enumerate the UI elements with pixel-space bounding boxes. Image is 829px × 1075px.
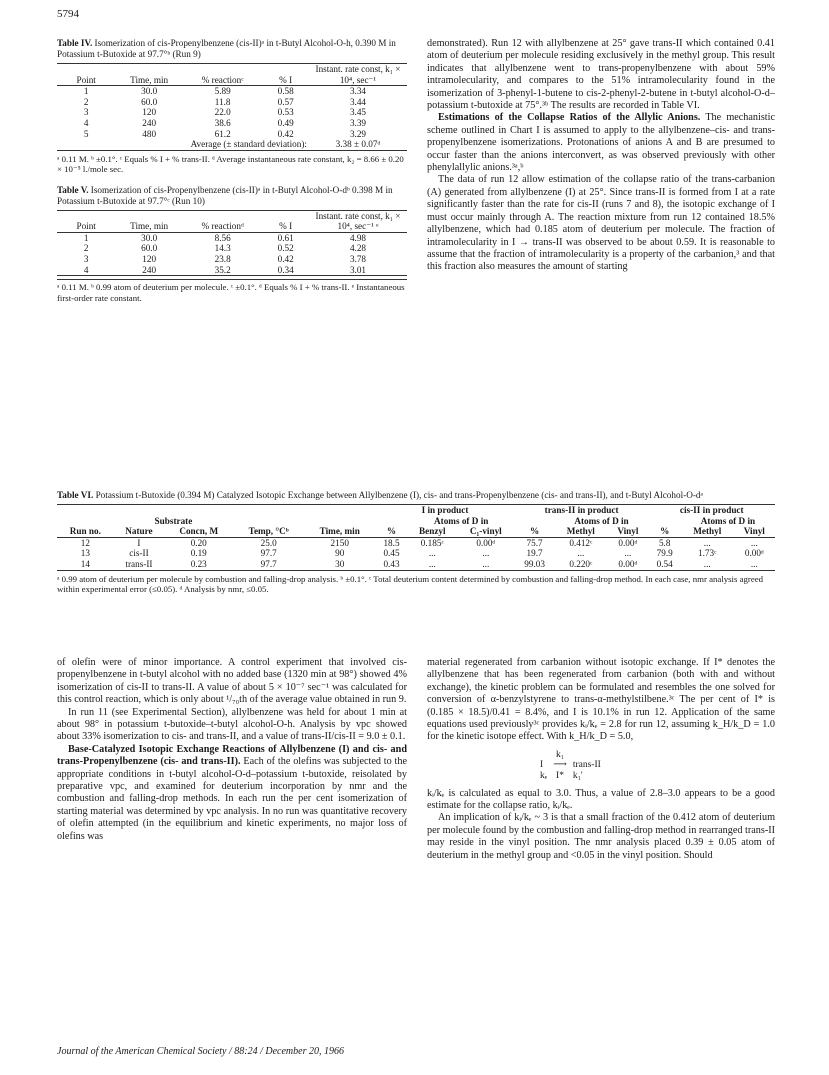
scheme-istar: I* bbox=[556, 771, 564, 782]
t4-cell: 3.29 bbox=[349, 128, 367, 139]
t4-cell: 240 bbox=[142, 117, 157, 128]
t6-group-trans: trans-II in product bbox=[544, 505, 619, 515]
t5-h-i: % I bbox=[279, 221, 293, 232]
table5-footnote: ᵃ 0.11 M. ᵇ 0.99 atom of deuterium per molecule. ᶜ ±0.1°. ᵈ Equals % I + % trans-II. ᵉ Instantaneous first-order rate constant. bbox=[57, 279, 407, 303]
t4-cell: 0.42 bbox=[277, 128, 294, 139]
section-heading-collapse: Estimations of the Collapse Ratios of the Allylic Anions. bbox=[438, 112, 701, 124]
t6-cell: ... bbox=[624, 548, 632, 559]
t6-group-atoms-d-1: Atoms of D in bbox=[434, 515, 489, 526]
t6-group-i: I in product bbox=[421, 505, 469, 515]
t5-cell: 60.0 bbox=[141, 243, 158, 254]
journal-footer: Journal of the American Chemical Society / 88:24 / December 20, 1966 bbox=[57, 1046, 344, 1057]
t6-cell: 0.54 bbox=[656, 558, 673, 569]
t4-cell: 30.0 bbox=[141, 86, 158, 97]
t4-cell: 3.45 bbox=[349, 107, 367, 118]
scheme-trans: trans-II bbox=[572, 760, 601, 771]
t6-cell: 97.7 bbox=[260, 558, 277, 569]
paragraph-bl-3 bbox=[57, 744, 407, 843]
page-number: 5794 bbox=[57, 8, 79, 20]
paragraph-br-3: An implication of kᵢ/kₑ ~ 3 is that a small fraction of the 0.412 atom of deuterium per molecule found by the combustion and falling-drop method in rearranged trans-II may reside in the vinyl position. The nmr analysis placed 0.39 ± 0.05 atom of deuterium in the methyl group and <0.05 in the vinyl position. Should bbox=[427, 812, 775, 861]
t6-cell: 0.19 bbox=[190, 548, 207, 559]
t6-group-atoms-d-2: Atoms of D in bbox=[574, 515, 629, 526]
t6-cell: 2150 bbox=[330, 537, 349, 548]
t5-cell: 4.28 bbox=[349, 243, 367, 254]
t6-cell: 0.185ᶜ bbox=[420, 537, 444, 548]
t6-cell: 0.23 bbox=[190, 558, 207, 569]
t4-h-rate: Instant. rate const, k₁ × 10⁴, sec⁻¹ bbox=[315, 64, 401, 85]
t6-cell: 30 bbox=[335, 558, 345, 569]
bottom-left-column bbox=[57, 657, 407, 843]
paragraph-bl-3-text: Each of the olefins was subjected to the appropriate conditions in t-butyl alcohol-O-d–potassium t-butoxide, reisolated by preparative vpc, and examined for deuterium incorporation by nmr and the combustion and falling-drop methods. In each run the per cent isomerization of starting material was determined by vpc analysis. In no run was quantitative recovery of olefin attempted (in the equilibrium and kinetic experiments, no major loss of olefins was bbox=[57, 756, 407, 842]
t6-cell: 0.20 bbox=[190, 537, 207, 548]
t6-cell: I bbox=[137, 537, 141, 548]
t6-cell: 0.412ᶜ bbox=[569, 537, 593, 548]
t5-cell: 35.2 bbox=[214, 264, 231, 275]
t6-cell: ... bbox=[703, 537, 711, 548]
t5-cell: 0.61 bbox=[277, 232, 294, 243]
t4-row bbox=[57, 118, 407, 129]
t6-cell: ... bbox=[750, 558, 758, 569]
t5-cell: 240 bbox=[142, 264, 157, 275]
paragraph-br-1: material regenerated from carbanion without isotopic exchange. If I* denotes the allylbenzene that has been regenerated from carbanion (both with and without exchange), the kinetic problem can be formulated and resembles the one solved for conversion of α-benzylstyrene to trans-α-methylstilbene.³ᶜ The per cent of I* is (0.185 × 18.5)/0.41 = 8.4%, and I is 10.1% in run 12. Application of the same equations used previously³ᶜ provides kᵢ/kₑ = 2.8 for run 12, assuming k_H/k_D = 1.0 for the kinetic isotope effect. With k_H/k_D = 5.0, bbox=[427, 657, 775, 743]
t4-cell: 3.44 bbox=[349, 96, 367, 107]
t6-cell: 1.73ᶜ bbox=[698, 548, 717, 559]
t5-cell: 3.01 bbox=[349, 264, 367, 275]
t5-cell: 3.78 bbox=[349, 253, 367, 264]
t4-cell: 60.0 bbox=[141, 96, 158, 107]
t4-row bbox=[57, 129, 407, 140]
t6-cell: 12 bbox=[80, 537, 90, 548]
t5-cell: 0.52 bbox=[277, 243, 294, 254]
t5-cell: 23.8 bbox=[214, 253, 231, 264]
t5-h-time: Time, min bbox=[130, 221, 169, 232]
t5-cell: 2 bbox=[83, 243, 89, 254]
t6-group-atoms-d-3: Atoms of D in bbox=[700, 515, 756, 526]
t5-cell: 30.0 bbox=[141, 232, 158, 243]
t6-cell: 0.45 bbox=[383, 548, 400, 559]
bottom-right-column bbox=[427, 657, 775, 862]
table6-block bbox=[57, 490, 775, 594]
t6-cell: 0.00ᵈ bbox=[744, 548, 764, 559]
table4 bbox=[57, 63, 407, 151]
t6-group-substrate: Substrate bbox=[154, 515, 193, 526]
t4-cell: 3.39 bbox=[349, 117, 367, 128]
t5-cell: 1 bbox=[83, 232, 89, 243]
table6-caption-label: Table VI. bbox=[57, 490, 94, 500]
t6-group-cis: cis-II in product bbox=[679, 505, 744, 515]
paragraph-right-2-text: The mechanistic scheme outlined in Chart I is assumed to apply to the allylbenzene–cis- and trans-propenylbenzene isomerizations. Protonations of anions A and B are presumed to occur faster than the anions interconvert, as was observed previously with other phenylallylic anions.³ᵃ,ᵇ bbox=[427, 112, 775, 174]
t6-header: Concn, M bbox=[179, 526, 219, 537]
t4-h-time: Time, min bbox=[130, 74, 169, 85]
t4-cell: 0.49 bbox=[277, 117, 294, 128]
table5-caption-text: Isomerization of cis-Propenylbenzene (cis-II)ᵃ in t-Butyl Alcohol-O-dᵇ 0.398 M in Potassium t-Butoxide at 97.7°ᶜ (Run 10) bbox=[57, 184, 393, 206]
t4-h-point: Point bbox=[76, 74, 96, 85]
paragraph-right-1: demonstrated). Run 12 with allylbenzene at 25° gave trans-II which contained 0.41 atom of deuterium per molecule residing exclusively in the methyl group. This result indicates that allylbenzene went to trans-propenylbenzene with about 59% intramolecularity, and compares to the 51% intramolecularity found in the isomerization of 3-phenyl-1-butene to cis-2-phenyl-2-butene in t-butyl alcohol-O-d–potassium t-butoxide at 75°.³ᵇ The results are recorded in Table VI. bbox=[427, 38, 775, 112]
t6-header: Time, min bbox=[319, 526, 360, 537]
table4-caption-label: Table IV. bbox=[57, 38, 93, 48]
t6-header: Methyl bbox=[693, 526, 722, 537]
t4-cell: 61.2 bbox=[214, 128, 231, 139]
t6-cell: 0.43 bbox=[383, 558, 400, 569]
kinetic-scheme bbox=[537, 750, 604, 782]
t6-cell: 25.0 bbox=[260, 537, 277, 548]
t6-row bbox=[57, 559, 775, 570]
t5-cell: 0.34 bbox=[277, 264, 294, 275]
paragraph-br-2: kᵢ/kₑ is calculated as equal to 3.0. Thus, a value of 2.8–3.0 appears to be a good estimate for the collapse ratio, kᵢ/kₑ. bbox=[427, 787, 775, 812]
t4-cell: 5 bbox=[83, 128, 89, 139]
paragraph-right-2 bbox=[427, 112, 775, 174]
t5-cell: 4 bbox=[83, 264, 89, 275]
t4-cell: 38.6 bbox=[214, 117, 231, 128]
scheme-k1: k₁ bbox=[555, 749, 565, 760]
section-heading-exchange: Base-Catalyzed Isotopic Exchange Reactions of Allylbenzene (I) and cis- and trans-Propenylbenzene (cis- and trans-II). bbox=[57, 743, 407, 768]
t6-row bbox=[57, 548, 775, 559]
t4-average-value: 3.38 ± 0.07ᵈ bbox=[335, 139, 381, 150]
t5-cell: 120 bbox=[142, 253, 157, 264]
scheme-k1p: k₁' bbox=[572, 771, 583, 782]
table5-caption-label: Table V. bbox=[57, 184, 89, 195]
t5-h-point: Point bbox=[76, 221, 96, 232]
t6-header: C₁-vinyl bbox=[469, 526, 502, 537]
table6-caption bbox=[57, 490, 775, 501]
t5-row bbox=[57, 232, 407, 243]
t4-row bbox=[57, 86, 407, 97]
t6-cell: ... bbox=[703, 558, 711, 569]
t4-h-i: % I bbox=[279, 74, 293, 85]
t6-header: Methyl bbox=[566, 526, 595, 537]
t6-cell: 5.8 bbox=[658, 537, 671, 548]
t6-cell: 0.00ᵈ bbox=[476, 537, 496, 548]
t5-row bbox=[57, 254, 407, 265]
t5-row bbox=[57, 265, 407, 276]
t4-cell: 11.8 bbox=[214, 96, 231, 107]
t6-cell: ... bbox=[428, 558, 436, 569]
t4-cell: 2 bbox=[83, 96, 89, 107]
t6-header: Run no. bbox=[69, 526, 101, 537]
t6-cell: cis-II bbox=[129, 548, 149, 559]
table6 bbox=[57, 504, 775, 571]
t5-cell: 0.42 bbox=[277, 253, 294, 264]
t6-cell: 0.220ᶜ bbox=[569, 558, 593, 569]
t6-cell: ... bbox=[750, 537, 758, 548]
t6-header: % bbox=[529, 526, 540, 537]
t6-cell: 19.7 bbox=[526, 548, 543, 559]
t4-cell: 0.58 bbox=[277, 86, 294, 97]
table6-caption-text: Potassium t-Butoxide (0.394 M) Catalyzed Isotopic Exchange between Allylbenzene (I), cis- and trans-Propenylbenzene (cis- and trans-II), and t-Butyl Alcohol-O-dᵃ bbox=[95, 490, 703, 500]
t4-cell: 1 bbox=[83, 86, 89, 97]
t6-cell: ... bbox=[482, 558, 490, 569]
t4-cell: 0.57 bbox=[277, 96, 294, 107]
t6-cell: ... bbox=[482, 548, 490, 559]
t4-cell: 22.0 bbox=[214, 107, 231, 118]
t6-header: Benzyl bbox=[419, 526, 446, 537]
t4-row bbox=[57, 97, 407, 108]
table4-caption bbox=[57, 38, 407, 60]
t6-cell: 18.5 bbox=[383, 537, 400, 548]
t6-cell: ... bbox=[428, 548, 436, 559]
scheme-ke: kₑ bbox=[540, 771, 548, 782]
t6-header: % bbox=[386, 526, 397, 537]
t6-cell: 75.7 bbox=[526, 537, 543, 548]
t5-h-reaction: % reactionᵈ bbox=[201, 221, 244, 232]
t5-row bbox=[57, 243, 407, 254]
t4-cell: 120 bbox=[142, 107, 157, 118]
t4-cell: 3 bbox=[83, 107, 89, 118]
table4-caption-text: Isomerization of cis-Propenylbenzene (cis-II)ᵃ in t-Butyl Alcohol-O-h, 0.390 M in Potassium t-Butoxide at 97.7°ᵇ (Run 9) bbox=[57, 38, 396, 59]
t5-h-rate: Instant. rate const, k₁ × 10⁴, sec⁻¹ ᵉ bbox=[315, 210, 401, 232]
t5-cell: 4.98 bbox=[349, 232, 367, 243]
t6-cell: 97.7 bbox=[260, 548, 277, 559]
paragraph-right-3: The data of run 12 allow estimation of the collapse ratio of the trans-carbanion (A) generated from allylbenzene (I) at 25°. Since trans-II is formed from I at a rate significantly faster than the rate for cis-II (runs 7 and 8), the isotopic exchange of I must occur mainly through A. The reaction mixture from run 12 contained 18.5% allylbenzene, which had 0.185 atom of deuterium per molecule. The fraction of intramolecularity in I → trans-II was observed to be about 0.59. It is reasonable to assume that the fraction of intramolecularity is a property of the carbanion,³ and that this fraction also measures the amount of starting bbox=[427, 174, 775, 273]
t6-cell: 14 bbox=[80, 558, 90, 569]
paragraph-bl-2: In run 11 (see Experimental Section), allylbenzene was held for about 1 min at about 98° in potassium t-butoxide–t-butyl alcohol-O-h. Analysis by vpc showed about 33% isomerization to cis- and trans-II, and a value of trans-II/cis-II = 9.0 ± 0.1. bbox=[57, 706, 407, 743]
t4-cell: 0.53 bbox=[277, 107, 294, 118]
t6-cell: 0.00ᵈ bbox=[618, 537, 638, 548]
t4-cell: 480 bbox=[142, 128, 157, 139]
paragraph-bl-1: of olefin were of minor importance. A control experiment that involved cis-propenylbenzene in t-butyl alcohol with no added base (1320 min at 98°) showed 4% isomerization of cis-II to trans-II. A value of about 5 × 10⁻⁷ sec⁻¹ was calculated for this control reaction, which is only about ¹/₇₀th of the average value obtained in run 9. bbox=[57, 657, 407, 706]
t6-cell: trans-II bbox=[125, 558, 153, 569]
t5-cell: 8.56 bbox=[214, 232, 231, 243]
table4-footnote: ᵃ 0.11 M. ᵇ ±0.1°. ᶜ Equals % I + % trans-II. ᵈ Average instantaneous rate constant, k₂ = 8.66 ± 0.20 × 10⁻⁵ l./mole sec. bbox=[57, 153, 404, 175]
t6-row bbox=[57, 537, 775, 548]
table5 bbox=[57, 210, 407, 277]
t4-cell: 3.34 bbox=[349, 86, 367, 97]
t6-cell: 79.9 bbox=[656, 548, 673, 559]
t5-cell: 14.3 bbox=[214, 243, 231, 254]
t6-header: Nature bbox=[125, 526, 153, 537]
t6-header: Vinyl bbox=[743, 526, 765, 537]
scheme-arrow-right: ⟶ bbox=[553, 760, 567, 771]
t6-header: Temp, °Cᵇ bbox=[248, 526, 289, 537]
scheme-i: I bbox=[540, 760, 544, 771]
table5-caption bbox=[57, 185, 407, 207]
t4-h-reaction: % reactionᶜ bbox=[201, 74, 244, 85]
t6-cell: 13 bbox=[80, 548, 90, 559]
t4-cell: 4 bbox=[83, 117, 89, 128]
t4-row bbox=[57, 107, 407, 118]
t6-cell: 99.03 bbox=[524, 558, 545, 569]
t5-cell: 3 bbox=[83, 253, 89, 264]
t6-cell: 90 bbox=[335, 548, 345, 559]
t4-average-label: Average (± standard deviation): bbox=[190, 139, 307, 150]
t6-header: % bbox=[660, 526, 670, 537]
t6-cell: 0.00ᵈ bbox=[618, 558, 638, 569]
t4-cell: 5.89 bbox=[214, 86, 231, 97]
table6-footnote: ᵃ 0.99 atom of deuterium per molecule by combustion and falling-drop analysis. ᵇ ±0.1°. ᶜ Total deuterium content determined by combustion and falling-drop method. In each case, nmr analysis agreed within experimental error (≤0.05). ᵈ Analysis by nmr, ≤0.05. bbox=[57, 573, 764, 594]
t6-cell: ... bbox=[577, 548, 585, 559]
right-column bbox=[427, 38, 775, 274]
left-column bbox=[57, 38, 407, 303]
t6-header: Vinyl bbox=[617, 526, 639, 537]
